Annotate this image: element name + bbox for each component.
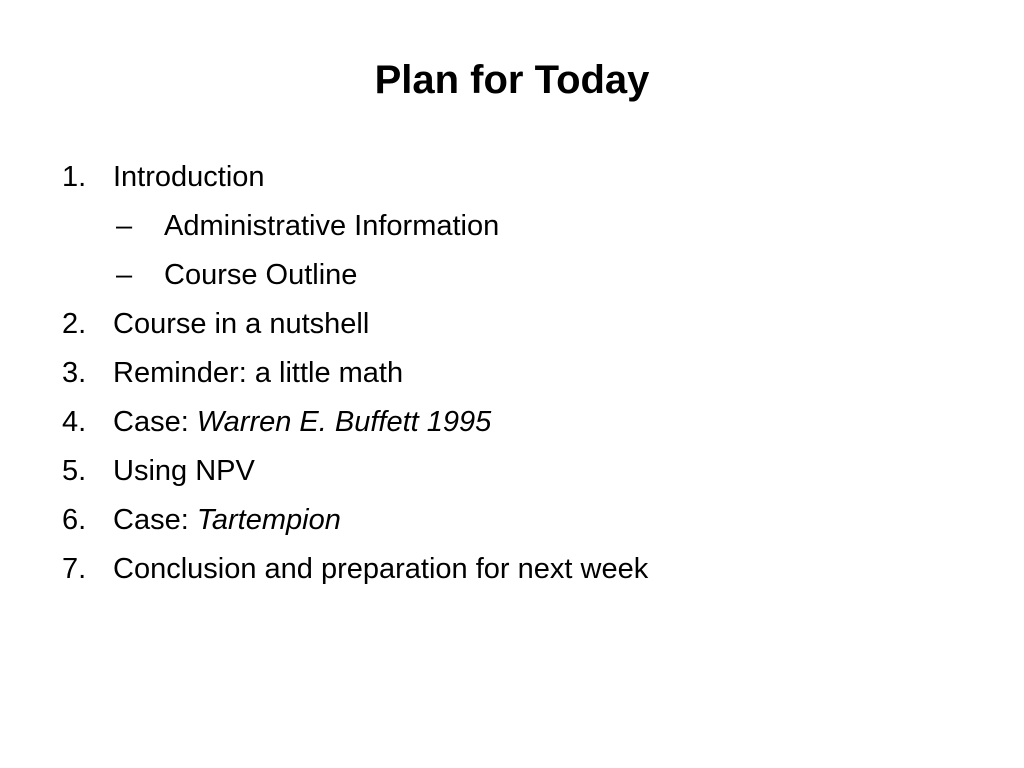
case-name: Tartempion: [196, 504, 341, 536]
item-number: 2.: [62, 308, 87, 340]
agenda-item-introduction: [62, 155, 962, 204]
agenda-item-course-in-a-nutshell: [62, 302, 962, 351]
item-number: 7.: [62, 553, 87, 585]
case-label: Case:: [113, 504, 189, 536]
item-text: Course in a nutshell: [113, 308, 370, 340]
agenda-subitem-course-outline: [62, 253, 962, 302]
agenda-item-reminder-math: [62, 351, 962, 400]
dash-bullet: –: [116, 210, 133, 242]
agenda-item-case-buffett: [62, 400, 962, 449]
item-text: [113, 498, 341, 543]
item-text: Course Outline: [164, 259, 358, 291]
item-number: 4.: [62, 406, 87, 438]
dash-bullet: –: [116, 259, 133, 291]
agenda-subitem-administrative-information: [62, 204, 962, 253]
item-text: Conclusion and preparation for next week: [113, 553, 649, 585]
agenda-list: [62, 155, 962, 596]
agenda-item-case-tartempion: [62, 498, 962, 547]
item-number: 6.: [62, 504, 87, 536]
agenda-item-using-npv: [62, 449, 962, 498]
item-number: 1.: [62, 161, 87, 193]
item-text: Using NPV: [113, 455, 255, 487]
case-label: Case:: [113, 406, 189, 438]
item-number: 5.: [62, 455, 87, 487]
item-text: Reminder: a little math: [113, 357, 404, 389]
item-number: 3.: [62, 357, 87, 389]
case-name: Warren E. Buffett 1995: [196, 406, 492, 438]
slide-title: Plan for Today: [374, 58, 650, 102]
agenda-item-conclusion: [62, 547, 962, 596]
item-text: Administrative Information: [164, 210, 500, 242]
item-text: [113, 400, 491, 445]
item-text: Introduction: [113, 161, 265, 193]
